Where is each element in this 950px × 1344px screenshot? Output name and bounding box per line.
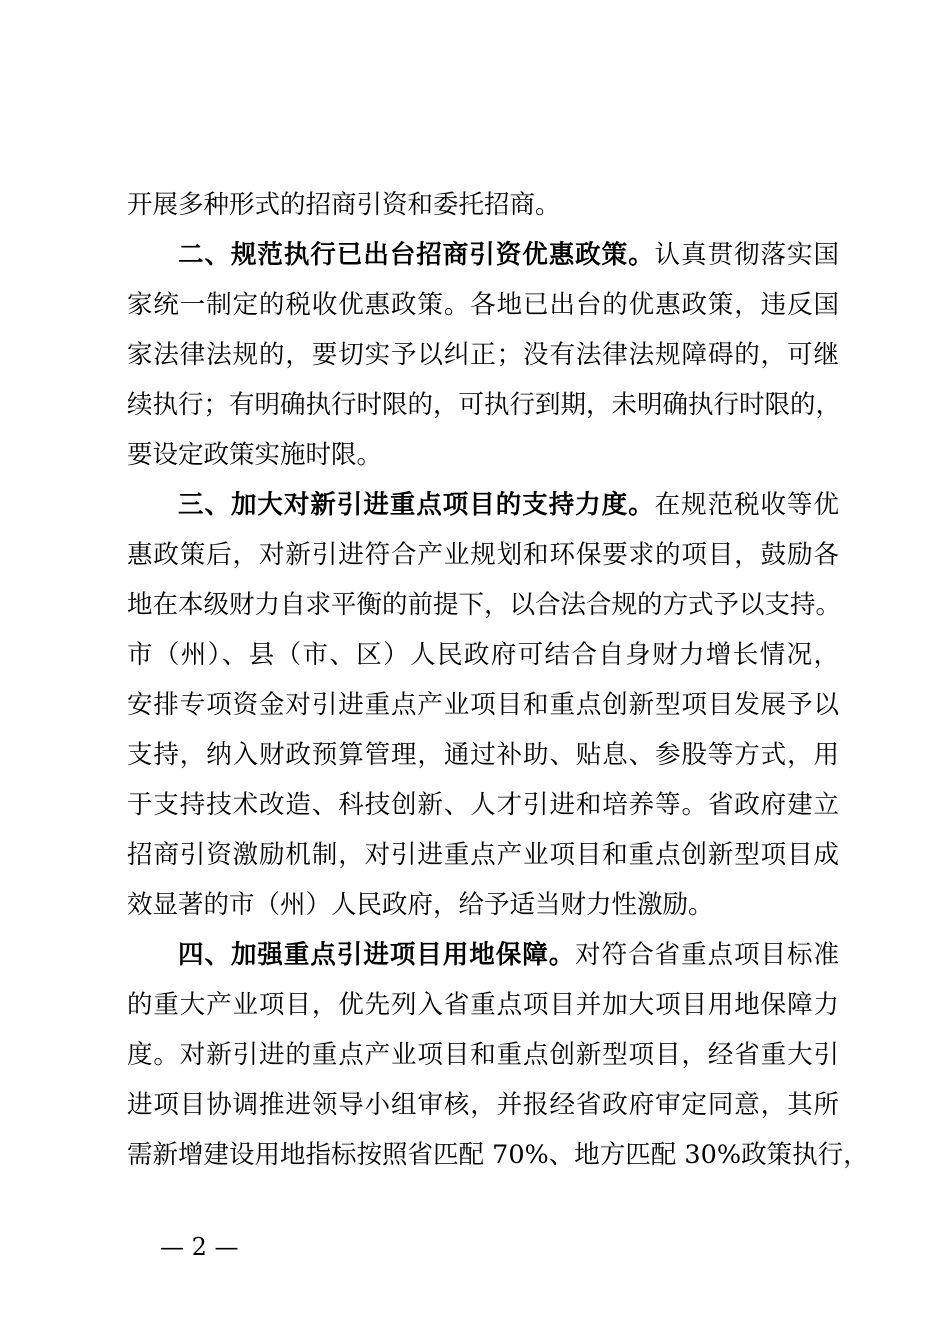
section-2-line: 续执行；有明确执行时限的，可执行到期，未明确执行时限的， [127, 390, 842, 420]
section-4-line: 度。对新引进的重点产业项目和重点创新型项目，经省重大引 [127, 1040, 839, 1070]
section-4-line: 的重大产业项目，优先列入省重点项目并加大项目用地保障力 [127, 990, 839, 1020]
section-3-line: 市（州）、县（市、区）人民政府可结合自身财力增长情况， [127, 640, 839, 670]
section-3-line: 安排专项资金对引进重点产业项目和重点创新型项目发展予以 [127, 690, 839, 720]
paragraph-continuation: 开展多种形式的招商引资和委托招商。 [127, 190, 561, 220]
section-3-line: 惠政策后，对新引进符合产业规划和环保要求的项目，鼓励各 [127, 540, 839, 570]
section-3-first-line [127, 480, 839, 530]
section-2-line: 家统一制定的税收优惠政策。各地已出台的优惠政策，违反国 [127, 290, 839, 320]
section-4-first-line [127, 930, 839, 980]
section-3-heading: 三、加大对新引进重点项目的支持力度。 [178, 490, 655, 520]
section-3-line: 于支持技术改造、科技创新、人才引进和培养等。省政府建立 [127, 790, 839, 820]
section-2-first-line [127, 230, 839, 280]
section-2-heading: 二、规范执行已出台招商引资优惠政策。 [178, 240, 655, 270]
section-3-line: 招商引资激励机制，对引进重点产业项目和重点创新型项目成 [127, 840, 839, 870]
section-4-line: 进项目协调推进领导小组审核，并报经省政府审定同意，其所 [127, 1090, 839, 1120]
section-2-line: 要设定政策实施时限。 [127, 440, 383, 470]
section-2-line: 家法律法规的，要切实予以纠正；没有法律法规障碍的，可继 [127, 340, 839, 370]
section-2-first-line-text: 认真贯彻落实国 [654, 240, 839, 270]
document-body [127, 180, 869, 1180]
section-4-first-line-text: 对符合省重点项目标准 [575, 940, 839, 970]
page-number: — 2 — [160, 1233, 239, 1261]
section-3-line: 地在本级财力自求平衡的前提下，以合法合规的方式予以支持。 [127, 590, 842, 620]
section-3-line: 效显著的市（州）人民政府，给予适当财力性激励。 [127, 890, 714, 920]
section-4-heading: 四、加强重点引进项目用地保障。 [178, 940, 576, 970]
section-3-first-line-text: 在规范税收等优 [654, 490, 839, 520]
section-3-line: 支持，纳入财政预算管理，通过补助、贴息、参股等方式，用 [127, 740, 839, 770]
section-4-line: 需新增建设用地指标按照省匹配 70%、地方匹配 30%政策执行， [127, 1140, 869, 1170]
